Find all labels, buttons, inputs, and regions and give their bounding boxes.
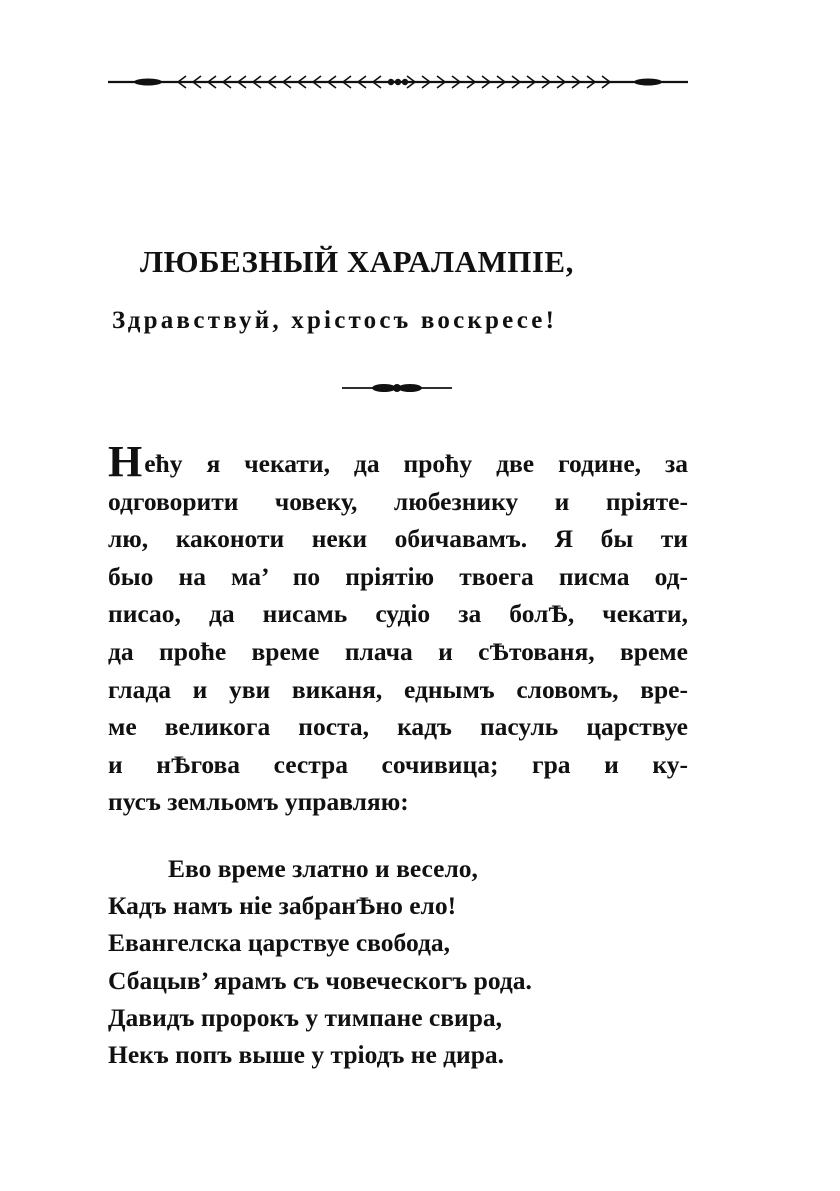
paragraph-line: да проħе време плача и сѢтованя, време (108, 636, 688, 666)
small-ornament-divider (342, 379, 452, 397)
poem-line: Давидъ пророкъ у тимпане свира, (108, 1002, 503, 1032)
paragraph-line: быо на ма’ по пріятію твоега писма од- (108, 561, 688, 591)
poem-line: Кадъ намъ ніе забранѢно ело! (108, 891, 457, 921)
paragraph-line: писао, да нисамь судіо за болѢ, чекати, (108, 599, 688, 629)
letter-paragraph (108, 437, 688, 821)
poem-line: Некъ попъ выше у тріодъ не дира. (108, 1039, 505, 1069)
letter-heading: ЛЮБЕЗНЫЙ ХАРАЛАМПІЕ, (140, 244, 574, 279)
poem-line: Сбацыв’ ярамъ съ човеческогъ рода. (108, 965, 532, 995)
paragraph-line: ме великога поста, кадъ пасуль царствуе (108, 712, 688, 742)
poem-line: Евангелска царствуе свобода, (108, 928, 450, 958)
greeting-subheading: Здравствуй, хрістосъ воскресе! (112, 307, 558, 334)
drop-cap: Н (108, 437, 143, 486)
poem-line: Ево време златно и весело, (168, 854, 478, 883)
paragraph-line: Неħу я чекати, да проħу две године, за (108, 437, 688, 486)
paragraph-line: одговорити човеку, любезнику и пріяте- (108, 486, 688, 516)
poem-verse (108, 850, 688, 1073)
paragraph-line: пусъ земльомъ управляю: (108, 787, 409, 817)
paragraph-line: и нѢгова сестра сочивица; гра и ку- (108, 749, 688, 779)
paragraph-line: лю, каконоти неки обичавамъ. Я бы ти (108, 524, 688, 554)
paragraph-line: глада и уви виканя, еднымъ словомъ, вре- (108, 674, 688, 704)
top-ornament-rule (108, 72, 688, 92)
